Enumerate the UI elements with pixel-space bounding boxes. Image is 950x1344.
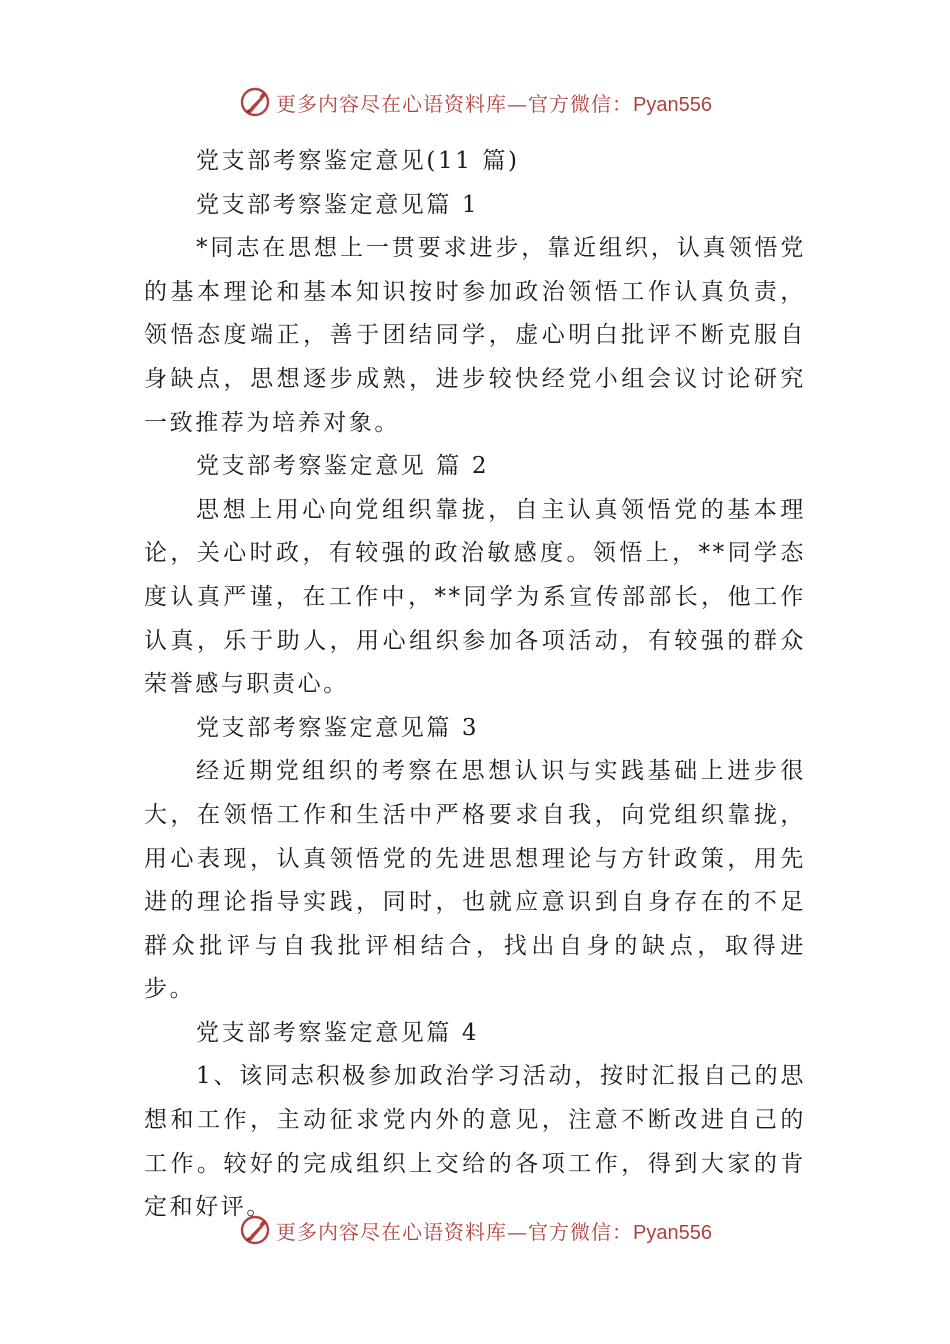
header-banner-handle: Pyan556 — [633, 93, 712, 116]
quill-pen-circle-icon — [238, 85, 272, 119]
section-heading-2: 党支部考察鉴定意见 篇 2 — [196, 453, 490, 480]
section-body-2: 思想上用心向党组织靠拢，自主认真领悟党的基本理论，关心时政，有较强的政治敏感度。领悟上，**同学态度认真严谨，在工作中，**同学为系宣传部部长，他工作认真，乐于助人，用心组织参加各项活动，有较强的群众荣誉感与职责心。 — [144, 496, 806, 698]
footer-banner-handle: Pyan556 — [633, 1221, 712, 1244]
document-title: 党支部考察鉴定意见(11 篇) — [196, 148, 520, 174]
section-body-3: 经近期党组织的考察在思想认识与实践基础上进步很大，在领悟工作和生活中严格要求自我，向党组织靠拢，用心表现，认真领悟党的先进思想理论与方针政策，用先进的理论指导实践，同时，也就应意识到自身存在的不足群众批评与自我批评相结合，找出自身的缺点，取得进步。 — [144, 758, 806, 1003]
section-heading-3: 党支部考察鉴定意见篇 3 — [196, 714, 480, 741]
footer-banner-text: 更多内容尽在心语资料库—官方微信：Pyan556 — [276, 1219, 712, 1244]
section-body-1: *同志在思想上一贯要求进步，靠近组织，认真领悟党的基本理论和基本知识按时参加政治领悟工作认真负责，领悟态度端正，善于团结同学，虚心明白批评不断克服自身缺点，思想逐步成熟，进步较快经党小组会议讨论研究一致推荐为培养对象。 — [144, 235, 806, 436]
section-body-4: 1、该同志积极参加政治学习活动，按时汇报自己的思想和工作，主动征求党内外的意见，注意不断改进自己的工作。较好的完成组织上交给的各项工作，得到大家的肯定和好评。 — [144, 1063, 806, 1221]
quill-pen-circle-icon — [238, 1213, 272, 1247]
header-banner — [0, 82, 950, 122]
header-banner-text: 更多内容尽在心语资料库—官方微信：Pyan556 — [276, 91, 712, 116]
document-body — [144, 140, 806, 1230]
section-heading-1: 党支部考察鉴定意见篇 1 — [196, 191, 480, 218]
section-heading-4: 党支部考察鉴定意见篇 4 — [196, 1019, 480, 1046]
footer-banner — [0, 1210, 950, 1250]
